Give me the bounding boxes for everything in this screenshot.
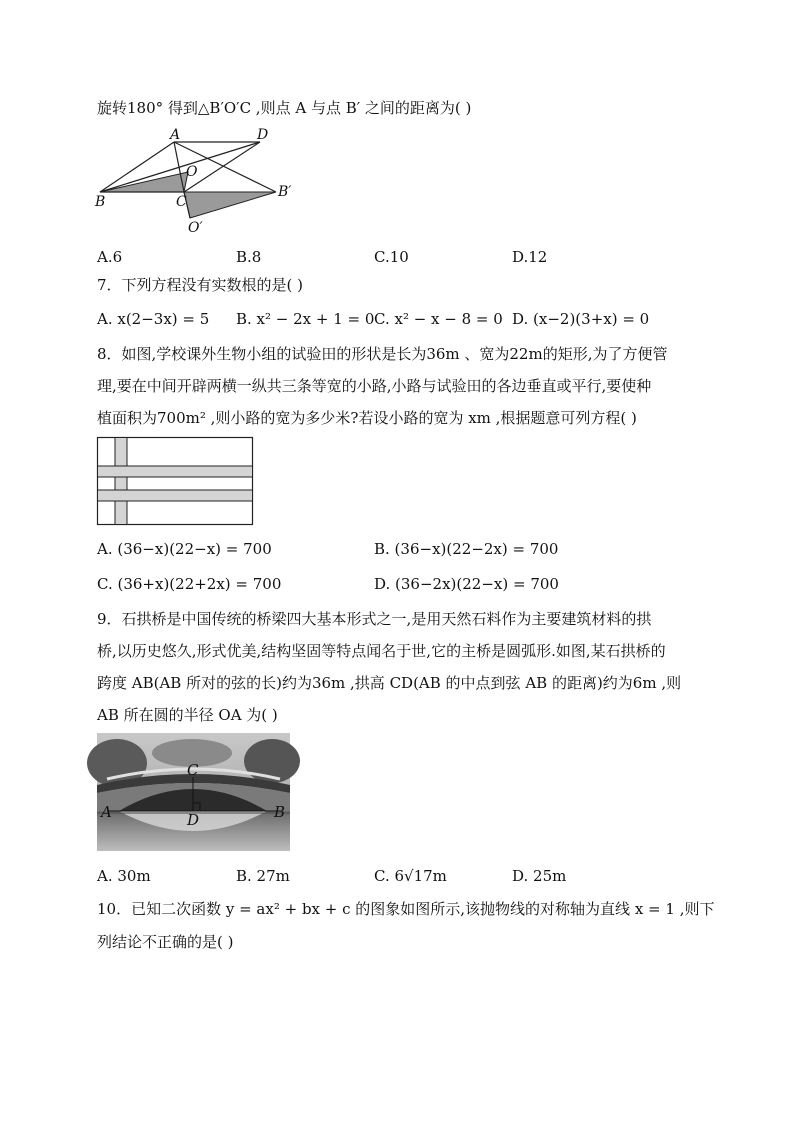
q9-option-b[interactable]: B. 27m: [236, 867, 290, 885]
q9-option-a[interactable]: A. 30m: [97, 867, 151, 885]
label-o: O: [186, 164, 198, 180]
q7-option-d[interactable]: D. (x−2)(3+x) = 0: [512, 310, 650, 328]
q9-line-1: 9．石拱桥是中国传统的桥梁四大基本形式之一,是用天然石料作为主要建筑材料的拱: [97, 610, 652, 628]
q7-option-c[interactable]: C. x² − x − 8 = 0: [374, 310, 503, 328]
label-b: B: [95, 194, 106, 210]
q8-option-c[interactable]: C. (36+x)(22+2x) = 700: [97, 575, 282, 593]
shaded-triangle-cop: [184, 192, 276, 218]
q8-option-b[interactable]: B. (36−x)(22−2x) = 700: [374, 540, 559, 558]
label-o-prime: O′: [188, 220, 203, 236]
q10-line-1: 10．已知二次函数 y = ax² + bx + c 的图象如图所示,该抛物线的对称轴为直线 x = 1 ,则下: [97, 900, 715, 918]
q7-option-b[interactable]: B. x² − 2x + 1 = 0: [236, 310, 375, 328]
label-b-prime: B′: [278, 184, 292, 200]
q9-option-d[interactable]: D. 25m: [512, 867, 567, 885]
bridge-label-a: A: [101, 803, 112, 821]
bridge-label-c: C: [187, 761, 199, 779]
q8-option-d[interactable]: D. (36−2x)(22−x) = 700: [374, 575, 559, 593]
q9-bridge-photo: [97, 733, 290, 851]
shaded-triangle-boc: [100, 172, 188, 192]
q8-line-1: 8．如图,学校课外生物小组的试验田的形状是长为36m 、宽为22m的矩形,为了方便管: [97, 345, 668, 363]
q8-option-a[interactable]: A. (36−x)(22−x) = 700: [97, 540, 272, 558]
q10-line-2: 列结论不正确的是( ): [97, 933, 234, 951]
q6-option-b[interactable]: B.8: [236, 248, 262, 266]
q8-line-3: 植面积为700m² ,则小路的宽为多少米?若设小路的宽为 xm ,根据题意可列方程( ): [97, 409, 637, 427]
q8-line-2: 理,要在中间开辟两横一纵共三条等宽的小路,小路与试验田的各边垂直或平行,要使种: [97, 377, 652, 395]
q9-line-4: AB 所在圆的半径 OA 为( ): [97, 706, 278, 724]
q6-option-c[interactable]: C.10: [374, 248, 409, 266]
q9-option-c[interactable]: C. 6√17m: [374, 867, 447, 885]
bridge-label-d: D: [187, 811, 200, 829]
q8-field-figure: [97, 437, 253, 525]
q6-figure: [90, 126, 310, 238]
label-d: D: [257, 127, 269, 143]
label-a: A: [170, 127, 181, 143]
q6-option-d[interactable]: D.12: [512, 248, 548, 266]
bridge-label-b: B: [274, 803, 286, 821]
q9-line-3: 跨度 AB(AB 所对的弦的长)约为36m ,拱高 CD(AB 的中点到弦 AB 的距离)约为6m ,则: [97, 674, 682, 692]
q7-option-a[interactable]: A. x(2−3x) = 5: [97, 310, 210, 328]
q7-stem: 7．下列方程没有实数根的是( ): [97, 276, 304, 294]
q9-line-2: 桥,以历史悠久,形式优美,结构坚固等特点闻名于世,它的主桥是圆弧形.如图,某石拱桥的: [97, 642, 666, 660]
q6-stem: 旋转180° 得到△B′O′C ,则点 A 与点 B′ 之间的距离为( ): [97, 99, 472, 117]
q6-option-a[interactable]: A.6: [97, 248, 123, 266]
label-c: C: [176, 194, 187, 210]
